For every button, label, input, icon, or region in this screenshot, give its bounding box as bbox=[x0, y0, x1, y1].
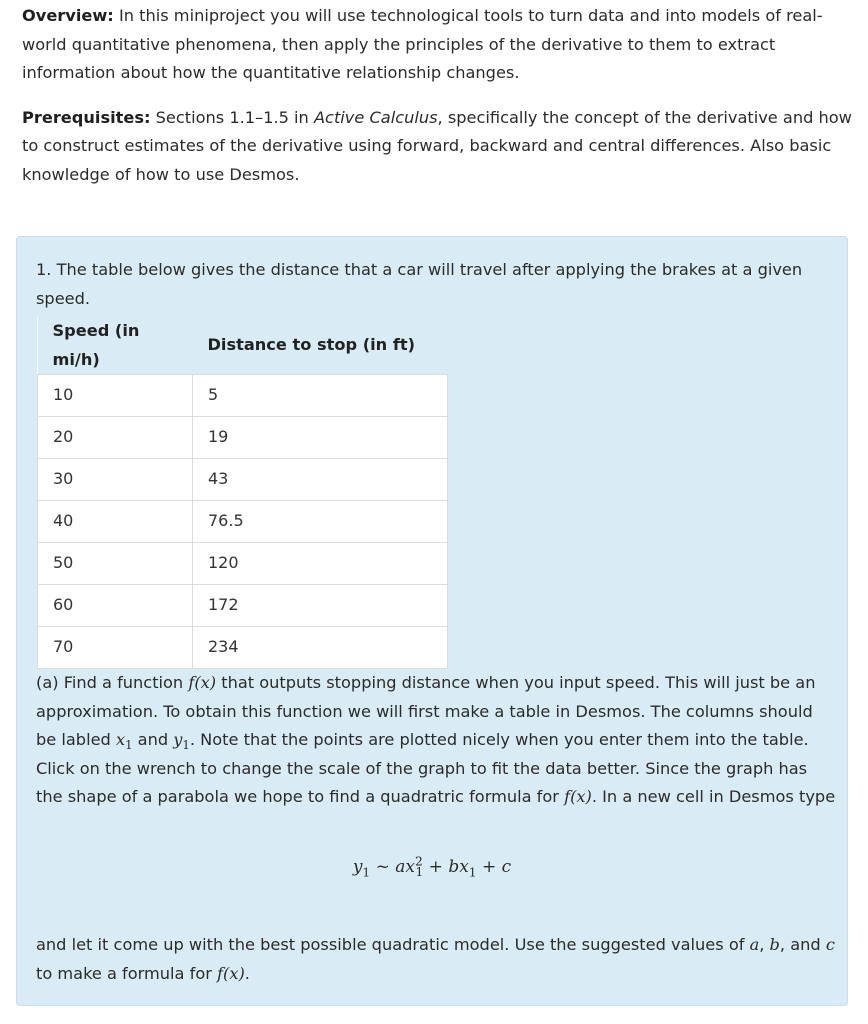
speed-cell: 30 bbox=[38, 459, 193, 501]
part-b-text bbox=[36, 931, 836, 988]
part-a-t2: that outputs stopping distance when you input speed. This will just be an approximation. To obtain this function we will first make a table in Desmos. The columns should be labled bbox=[36, 673, 816, 749]
math-x: x bbox=[115, 730, 126, 749]
distance-cell: 120 bbox=[193, 543, 448, 585]
question-text: 1. The table below gives the distance that a car will travel after applying the brakes at a given speed. bbox=[36, 260, 803, 308]
formula-y: y bbox=[352, 857, 363, 877]
table-row bbox=[38, 375, 448, 417]
formula-y-subscript: 1 bbox=[362, 865, 371, 880]
formula-ax-subscript: 1 bbox=[415, 865, 424, 880]
formula-ax-superscript: 2 bbox=[415, 854, 423, 869]
distance-cell: 76.5 bbox=[193, 501, 448, 543]
math-fx: f(x) bbox=[217, 963, 245, 983]
exercise-box bbox=[16, 236, 848, 1006]
distance-cell: 172 bbox=[193, 585, 448, 627]
part-b-t1: and let it come up with the best possible quadratic model. Use the suggested values of bbox=[36, 935, 750, 954]
part-a-t3: and bbox=[132, 730, 174, 749]
math-y-subscript: 1 bbox=[182, 738, 190, 753]
math-x1 bbox=[115, 730, 133, 753]
formula-tilde: ~ bbox=[370, 857, 396, 877]
math-a: a bbox=[749, 935, 760, 954]
math-b: b bbox=[769, 935, 780, 954]
math-fx: f(x) bbox=[564, 787, 592, 806]
math-y: y bbox=[173, 730, 183, 749]
overview-text: In this miniproject you will use technological tools to turn data and into models of real-world quantitative phenomena, then apply the principles of the derivative to them to extract information about how the quantitative relationship changes. bbox=[22, 6, 823, 82]
formula-ax: ax bbox=[395, 857, 416, 877]
table-row bbox=[38, 501, 448, 543]
table-row bbox=[38, 543, 448, 585]
distance-cell: 19 bbox=[193, 417, 448, 459]
table-row bbox=[38, 627, 448, 669]
part-a-t4: . Note that the points are plotted nicely when you enter them into the table. Click on the wrench to change the scale of the graph to fit the data better. Since the graph has the shape of a parabola we hope to find a quadratric formula for bbox=[36, 730, 809, 806]
math-y1 bbox=[173, 730, 190, 753]
speed-cell: 60 bbox=[38, 585, 193, 627]
distance-cell: 234 bbox=[193, 627, 448, 669]
table-row bbox=[38, 459, 448, 501]
formula-bx: + bx bbox=[423, 857, 469, 877]
table-header-row bbox=[38, 317, 448, 375]
table-row bbox=[38, 585, 448, 627]
part-b-sep1: , bbox=[759, 935, 770, 954]
part-b-t2: to make a formula for bbox=[36, 963, 218, 983]
speed-cell: 50 bbox=[38, 543, 193, 585]
table-row bbox=[38, 417, 448, 459]
prerequisites-label: Prerequisites: bbox=[22, 107, 151, 127]
stopping-distance-table bbox=[37, 317, 448, 669]
math-fx: f(x) bbox=[188, 673, 217, 692]
header-distance: Distance to stop (in ft) bbox=[193, 317, 448, 375]
math-x-subscript: 1 bbox=[125, 738, 133, 753]
part-b-sep2: , and bbox=[779, 935, 826, 954]
part-a-text bbox=[36, 669, 836, 812]
distance-cell: 43 bbox=[193, 459, 448, 501]
part-a-t1: (a) Find a function bbox=[36, 673, 189, 692]
regression-formula bbox=[17, 853, 847, 882]
speed-cell: 10 bbox=[38, 375, 193, 417]
prerequisites-paragraph bbox=[22, 104, 852, 190]
speed-cell: 20 bbox=[38, 417, 193, 459]
overview-label: Overview: bbox=[22, 6, 114, 25]
part-b-t3: . bbox=[244, 963, 250, 983]
speed-cell: 70 bbox=[38, 627, 193, 669]
header-speed: Speed (in mi/h) bbox=[38, 317, 193, 375]
math-c: c bbox=[825, 935, 835, 954]
book-title: Active Calculus bbox=[313, 107, 438, 127]
formula-bx-subscript: 1 bbox=[468, 865, 477, 880]
prerequisites-text-after: , specifically the concept of the derivative and how to construct estimates of the derivative using forward, backward and central differences. Also basic knowledge of how to use Desmos. bbox=[22, 107, 852, 184]
formula-c: + c bbox=[476, 857, 512, 877]
intro-section bbox=[22, 2, 852, 189]
prerequisites-text-before: Sections 1.1–1.5 in bbox=[150, 107, 314, 127]
overview-paragraph bbox=[22, 2, 852, 88]
distance-cell: 5 bbox=[193, 375, 448, 417]
part-a-t5: . In a new cell in Desmos type bbox=[591, 787, 836, 806]
speed-cell: 40 bbox=[38, 501, 193, 543]
